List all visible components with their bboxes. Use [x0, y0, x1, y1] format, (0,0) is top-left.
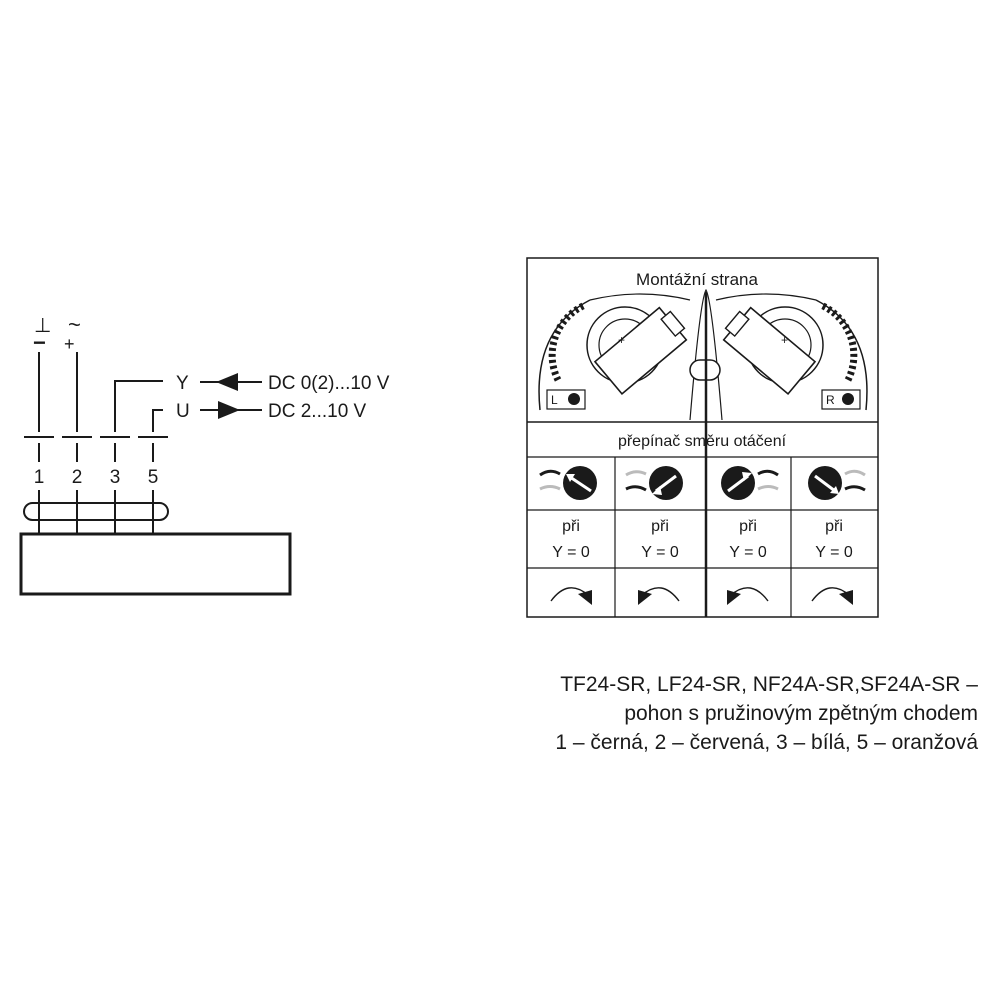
switch-icon-2 — [626, 466, 683, 500]
ground-sign: − — [33, 330, 46, 355]
left-badge-label: L — [551, 393, 558, 407]
cable-sheath — [24, 503, 168, 520]
right-badge-knob-icon — [842, 393, 854, 405]
left-plus-mark: + — [618, 333, 626, 347]
wiring-diagram — [21, 312, 390, 594]
rotation-arrow-4-clockwise-icon — [812, 588, 853, 605]
switch-icon-3 — [721, 466, 778, 500]
rotation-arrow-1-clockwise-icon — [551, 588, 592, 605]
terminal-5-label: 5 — [147, 467, 159, 488]
switch-arc-2-bottom — [626, 487, 646, 490]
signal-u-label: U — [176, 401, 190, 422]
right-badge-label: R — [826, 393, 835, 407]
rotation-head-4-icon — [839, 590, 853, 605]
wire-5-upper — [153, 410, 163, 432]
column-3-line2: Y = 0 — [729, 544, 767, 561]
left-scale-icon — [552, 305, 585, 380]
right-scale-icon — [821, 305, 854, 380]
ac-sign: + — [64, 334, 75, 354]
actuator-body — [21, 534, 290, 594]
left-badge-knob-icon — [568, 393, 580, 405]
signal-u-value: DC 2...10 V — [268, 401, 367, 422]
caption-line-1: TF24-SR, LF24-SR, NF24A-SR,SF24A-SR – — [560, 673, 978, 696]
column-1-line1: při — [562, 518, 580, 535]
right-housing-top — [716, 294, 816, 300]
direction-panel — [527, 258, 878, 617]
column-1-line2: Y = 0 — [552, 544, 590, 561]
column-3-line1: při — [739, 518, 757, 535]
switch-arc-1-top — [540, 471, 560, 475]
caption-line-3: 1 – černá, 2 – červená, 3 – bílá, 5 – oranžová — [555, 731, 978, 754]
ground-symbol: ⊥ — [34, 315, 52, 337]
caption-line-2: pohon s pružinovým zpětným chodem — [624, 702, 978, 725]
right-plus-mark: + — [781, 333, 789, 347]
left-actuator-illustration — [539, 294, 691, 410]
switch-icon-1 — [540, 466, 597, 500]
switch-arc-4-top — [845, 471, 865, 475]
switch-arc-3-bottom — [758, 487, 778, 490]
switch-arc-2-top — [626, 472, 646, 475]
rotation-head-2-icon — [638, 590, 652, 605]
rotation-arrow-2-counterclockwise-icon — [638, 588, 679, 605]
signal-y-label: Y — [176, 373, 189, 394]
wire-3-upper — [115, 381, 163, 432]
terminal-3-label: 3 — [109, 467, 121, 488]
signal-u-arrow-icon — [218, 401, 240, 419]
signal-y-value: DC 0(2)...10 V — [268, 373, 390, 394]
column-2-line1: při — [651, 518, 669, 535]
switch-arc-4-bottom — [845, 487, 865, 490]
rotation-arrow-3-counterclockwise-icon — [727, 588, 768, 605]
switch-arc-3-top — [758, 471, 778, 475]
switch-icon-4 — [808, 466, 865, 500]
mounting-side-label: Montážní strana — [636, 270, 758, 289]
switch-arc-1-bottom — [540, 487, 560, 490]
rotation-head-3-icon — [727, 590, 741, 605]
terminal-1-label: 1 — [33, 467, 45, 488]
terminal-2-label: 2 — [71, 467, 83, 488]
caption — [418, 670, 978, 757]
column-4-line1: při — [825, 518, 843, 535]
left-housing-top — [590, 294, 690, 300]
column-2-line2: Y = 0 — [641, 544, 679, 561]
signal-y-arrow-icon — [216, 373, 238, 391]
column-4-line2: Y = 0 — [815, 544, 853, 561]
ac-symbol: ~ — [68, 312, 81, 337]
right-actuator-illustration — [716, 294, 867, 410]
rotation-head-1-icon — [578, 590, 592, 605]
switch-label: přepínač směru otáčení — [617, 433, 787, 450]
